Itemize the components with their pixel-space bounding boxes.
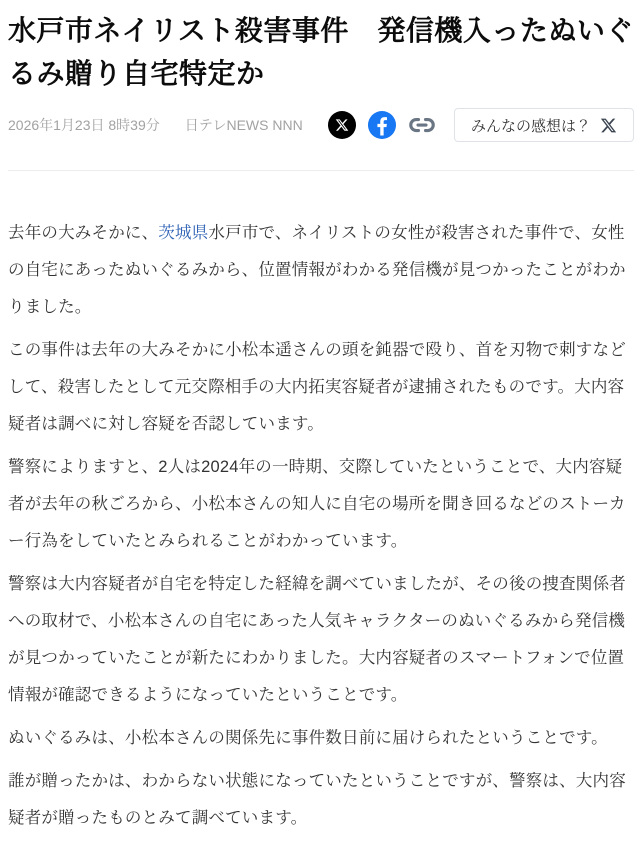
paragraph-2: この事件は去年の大みそかに小松本遥さんの頭を鈍器で殴り、首を刃物で刺すなどして、殺害したとして元交際相手の大内拓実容疑者が逮捕されたものです。大内容疑者は調べに対し容疑を否認しています。	[8, 341, 626, 433]
share-button-group	[328, 108, 634, 142]
share-x-button[interactable]	[328, 111, 356, 139]
copy-link-button[interactable]	[406, 109, 438, 141]
x-logo-icon	[600, 117, 617, 134]
share-facebook-button[interactable]	[368, 111, 396, 139]
publish-date: 2026年1月23日 8時39分	[8, 117, 160, 133]
feedback-button-label: みんなの感想は？	[470, 117, 591, 135]
page-title: 水戸市ネイリスト殺害事件 発信機入ったぬいぐるみ贈り自宅特定か	[8, 15, 634, 89]
paragraph-5: ぬいぐるみは、小松本さんの関係先に事件数日前に届けられたということです。	[8, 729, 608, 747]
x-logo-icon	[335, 118, 349, 132]
paragraph-1	[8, 215, 634, 326]
chain-link-icon	[407, 110, 437, 140]
paragraph-1-text: 水戸市で、ネイリストの女性が殺害された事件で、女性の自宅にあったぬいぐるみから、位置情報がわかる発信機が見つかったことがわかりました。	[8, 224, 626, 316]
news-source-link[interactable]: 日テレNEWS NNN	[184, 117, 303, 133]
facebook-logo-icon	[368, 111, 396, 139]
header-divider	[8, 170, 634, 171]
article-body	[8, 215, 634, 837]
paragraph-1-text: 去年の大みそかに、	[8, 224, 159, 242]
paragraph-4: 警察は大内容疑者が自宅を特定した経緯を調べていましたが、その後の捜査関係者への取材で、小松本さんの自宅にあった人気キャラクターのぬいぐるみから発信機が見つかっていたことが新たにわかりました。大内容疑者のスマートフォンで位置情報が確認できるようになっていたということです。	[8, 575, 626, 704]
article-meta-row	[8, 107, 634, 143]
feedback-button[interactable]	[454, 108, 634, 142]
ibaraki-pref-link[interactable]: 茨城県	[158, 224, 209, 242]
paragraph-3: 警察によりますと、2人は2024年の一時期、交際していたということで、大内容疑者が去年の秋ごろから、小松本さんの知人に自宅の場所を聞き回るなどのストーカー行為をしていたとみられることがわかっています。	[8, 458, 626, 550]
paragraph-6: 誰が贈ったかは、わからない状態になっていたということですが、警察は、大内容疑者が贈ったものとみて調べています。	[8, 772, 626, 827]
